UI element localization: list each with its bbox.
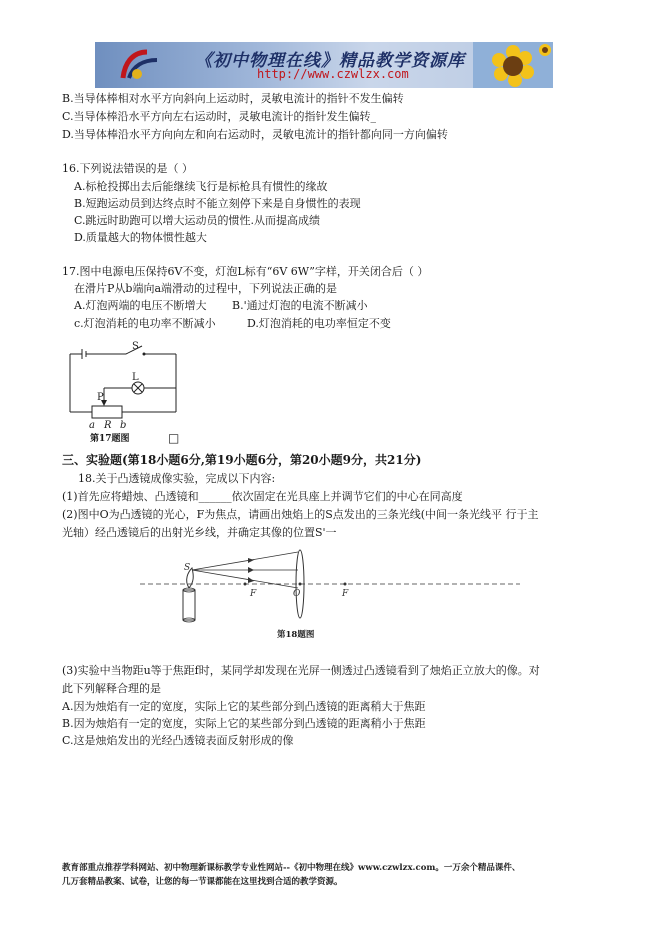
rheostat-body (92, 406, 122, 418)
q16-option-a: A.标枪投掷出去后能继续飞行是标枪具有惯性的缘故 (74, 180, 328, 193)
q18-3-option-a: A.因为烛焰有一定的宽度，实际上它的某些部分到凸透镜的距离稍大于焦距 (62, 700, 426, 713)
q17-option-b: B.'通过灯泡的电流不断减小 (232, 299, 368, 312)
q17-stem-line1: 17.图中电源电压保持6V不变，灯泡L标有“6V 6W”字样，开关闭合后（ ） (62, 265, 429, 278)
circuit-label-a: a (89, 420, 95, 430)
section-3-title: 三、实验题(第18小题6分,第19小题6分，第20小题9分，共21分) (62, 453, 422, 467)
circuit-label-p: P (97, 392, 104, 403)
q16-option-b: B.短跑运动员到达终点时不能立刻停下来是自身惯性的表现 (74, 197, 361, 210)
lens-label-f-right: F (342, 589, 349, 599)
circuit-label-s: S (132, 341, 139, 352)
q18-3-option-b: B.因为烛焰有一定的宽度，实际上它的某些部分到凸透镜的距离稍小于焦距 (62, 717, 426, 730)
candle-body (183, 590, 195, 620)
q16-option-c: C.跳远时助跑可以增大运动员的惯性.从而提高成绩 (74, 214, 321, 227)
q17-option-c: c.灯泡消耗的电功率不断减小 (74, 317, 216, 330)
q17-figure-caption: 第17题图 (90, 434, 130, 444)
q18-part-3-line2: 此下列解释合理的是 (62, 682, 161, 695)
circuit-diagram (64, 340, 184, 430)
circuit-label-l: L (132, 372, 139, 383)
lens-label-o: O (293, 589, 301, 599)
circuit-label-b: b (120, 420, 127, 430)
q15-option-b: B.当导体棒相对水平方向斜向上运动时，灵敏电流计的指针不发生偏转 (62, 92, 404, 105)
q17-box-glyph: □ (168, 431, 180, 445)
sunflower-icon (473, 42, 553, 88)
q16-stem: 16.下列说法错误的是（ ） (62, 162, 193, 175)
header-banner (95, 42, 553, 88)
q17-stem-line2: 在滑片P从b端向a端滑动的过程中，下列说法正确的是 (74, 282, 337, 295)
q18-stem: 18.关于凸透镜成像实验，完成以下内容: (78, 472, 276, 485)
lens-label-f-left: F (250, 589, 257, 599)
q18-part-3-line1: (3)实验中当物距u等于焦距f时，某同学却发现在光屏一侧透过凸透镜看到了烛焰正立放大的像。对 (62, 664, 540, 677)
q15-option-c: C.当导体棒沿水平方向左右运动时，灵敏电流计的指针发生偏转_ (62, 110, 377, 123)
banner-title: 《初中物理在线》精品教学资源库 (195, 51, 465, 71)
q16-option-d: D.质量越大的物体惯性越大 (74, 231, 207, 244)
q17-option-d: D.灯泡消耗的电功率恒定不变 (247, 317, 391, 330)
lens-diagram (140, 548, 520, 648)
q17-option-a: A.灯泡两端的电压不断增大 (74, 299, 207, 312)
lens-label-s: S (184, 563, 191, 573)
q18-3-option-c: C.这是烛焰发出的光经凸透镜表面反射形成的像 (62, 734, 294, 747)
footer-line-1: 教育部重点推荐学科网站、初中物理新课标教学专业性网站--《初中物理在线》www.czwlzx.com。一万余个精品课件、 (62, 863, 521, 873)
q18-part-2-line2: 光轴）经凸透镜后的出射光乡线，并确定其像的位置S'一 (62, 526, 337, 539)
footer-line-2: 几万套精品教案、试卷，让您的每一节课都能在这里找到合适的教学资源。 (62, 877, 343, 887)
q15-option-d: D.当导体棒沿水平方向向左和向右运动时，灵敏电流计的指针都向同一方向偏转 (62, 128, 448, 141)
banner-url[interactable]: http://www.czwlzx.com (257, 67, 409, 81)
q18-part-1: (1)首先应将蜡烛、凸透镜和______依次固定在光具座上并调节它们的中心在同高度 (62, 490, 463, 503)
q18-figure-caption: 第18题图 (277, 630, 315, 640)
site-logo-icon (117, 48, 161, 82)
circuit-label-r: R (104, 420, 112, 430)
q18-part-2-line1: (2)图中O为凸透镜的光心，F为焦点，请画出烛焰上的S点发出的三条光线(中间一条光线平 行于主 (62, 508, 539, 521)
